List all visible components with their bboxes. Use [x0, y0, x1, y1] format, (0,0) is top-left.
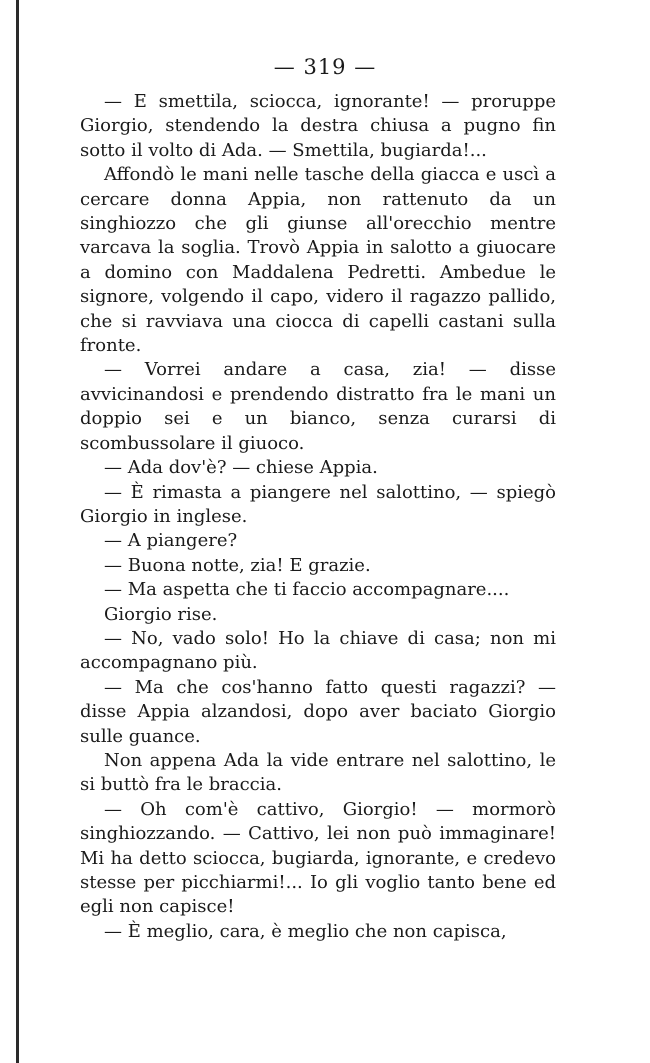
paragraph: Affondò le mani nelle tasche della giacca e uscì a cercare donna Appia, non rattenuto da un singhiozzo che gli giunse all'orecchio mentre varcava la soglia. Trovò Appia in salotto a giuocare a domino con Maddalena Pedretti. Ambedue le signore, volgendo il capo, videro il ragazzo pallido, che si ravviava una ciocca di capelli castani sulla fronte.: [80, 164, 556, 357]
paragraph: — E smettila, sciocca, ignorante! — proruppe Giorgio, stendendo la destra chiusa a pugno fin sotto il volto di Ada. — Smettila, bugiarda!...: [80, 91, 556, 161]
page-number: — 319 —: [273, 55, 377, 79]
page-edge-line: [16, 0, 19, 1063]
paragraph: — Ma aspetta che ti faccio accompagnare....: [104, 579, 510, 601]
body-text: [80, 90, 556, 944]
paragraph: — È rimasta a piangere nel salottino, — spiegò Giorgio in inglese.: [80, 481, 556, 527]
paragraph: Giorgio rise.: [104, 603, 218, 625]
paragraph: — Buona notte, zia! E grazie.: [104, 554, 371, 576]
paragraph: — No, vado solo! Ho la chiave di casa; non mi accompagnano più.: [80, 627, 556, 674]
paragraph: — Ma che cos'hanno fatto questi ragazzi? — disse Appia alzandosi, dopo aver baciato Giorgio sulle guance.: [80, 676, 556, 747]
paragraph: — A piangere?: [104, 530, 238, 552]
paragraph: Non appena Ada la vide entrare nel salottino, le si buttò fra le braccia.: [80, 749, 556, 796]
paragraph: — È meglio, cara, è meglio che non capisca,: [104, 920, 507, 942]
paragraph: — Oh com'è cattivo, Giorgio! — mormorò singhiozzando. — Cattivo, lei non può immaginare! Mi ha detto sciocca, bugiarda, ignorante, e credevo stesse per picchiarmi!... Io gli voglio tanto bene ed egli non capisce!: [80, 798, 556, 918]
paragraph: — Vorrei andare a casa, zia! — disse avvicinandosi e prendendo distratto fra le mani un doppio sei e un bianco, senza curarsi di scombussolare il giuoco.: [80, 359, 556, 454]
paragraph: — Ada dov'è? — chiese Appia.: [104, 457, 378, 479]
